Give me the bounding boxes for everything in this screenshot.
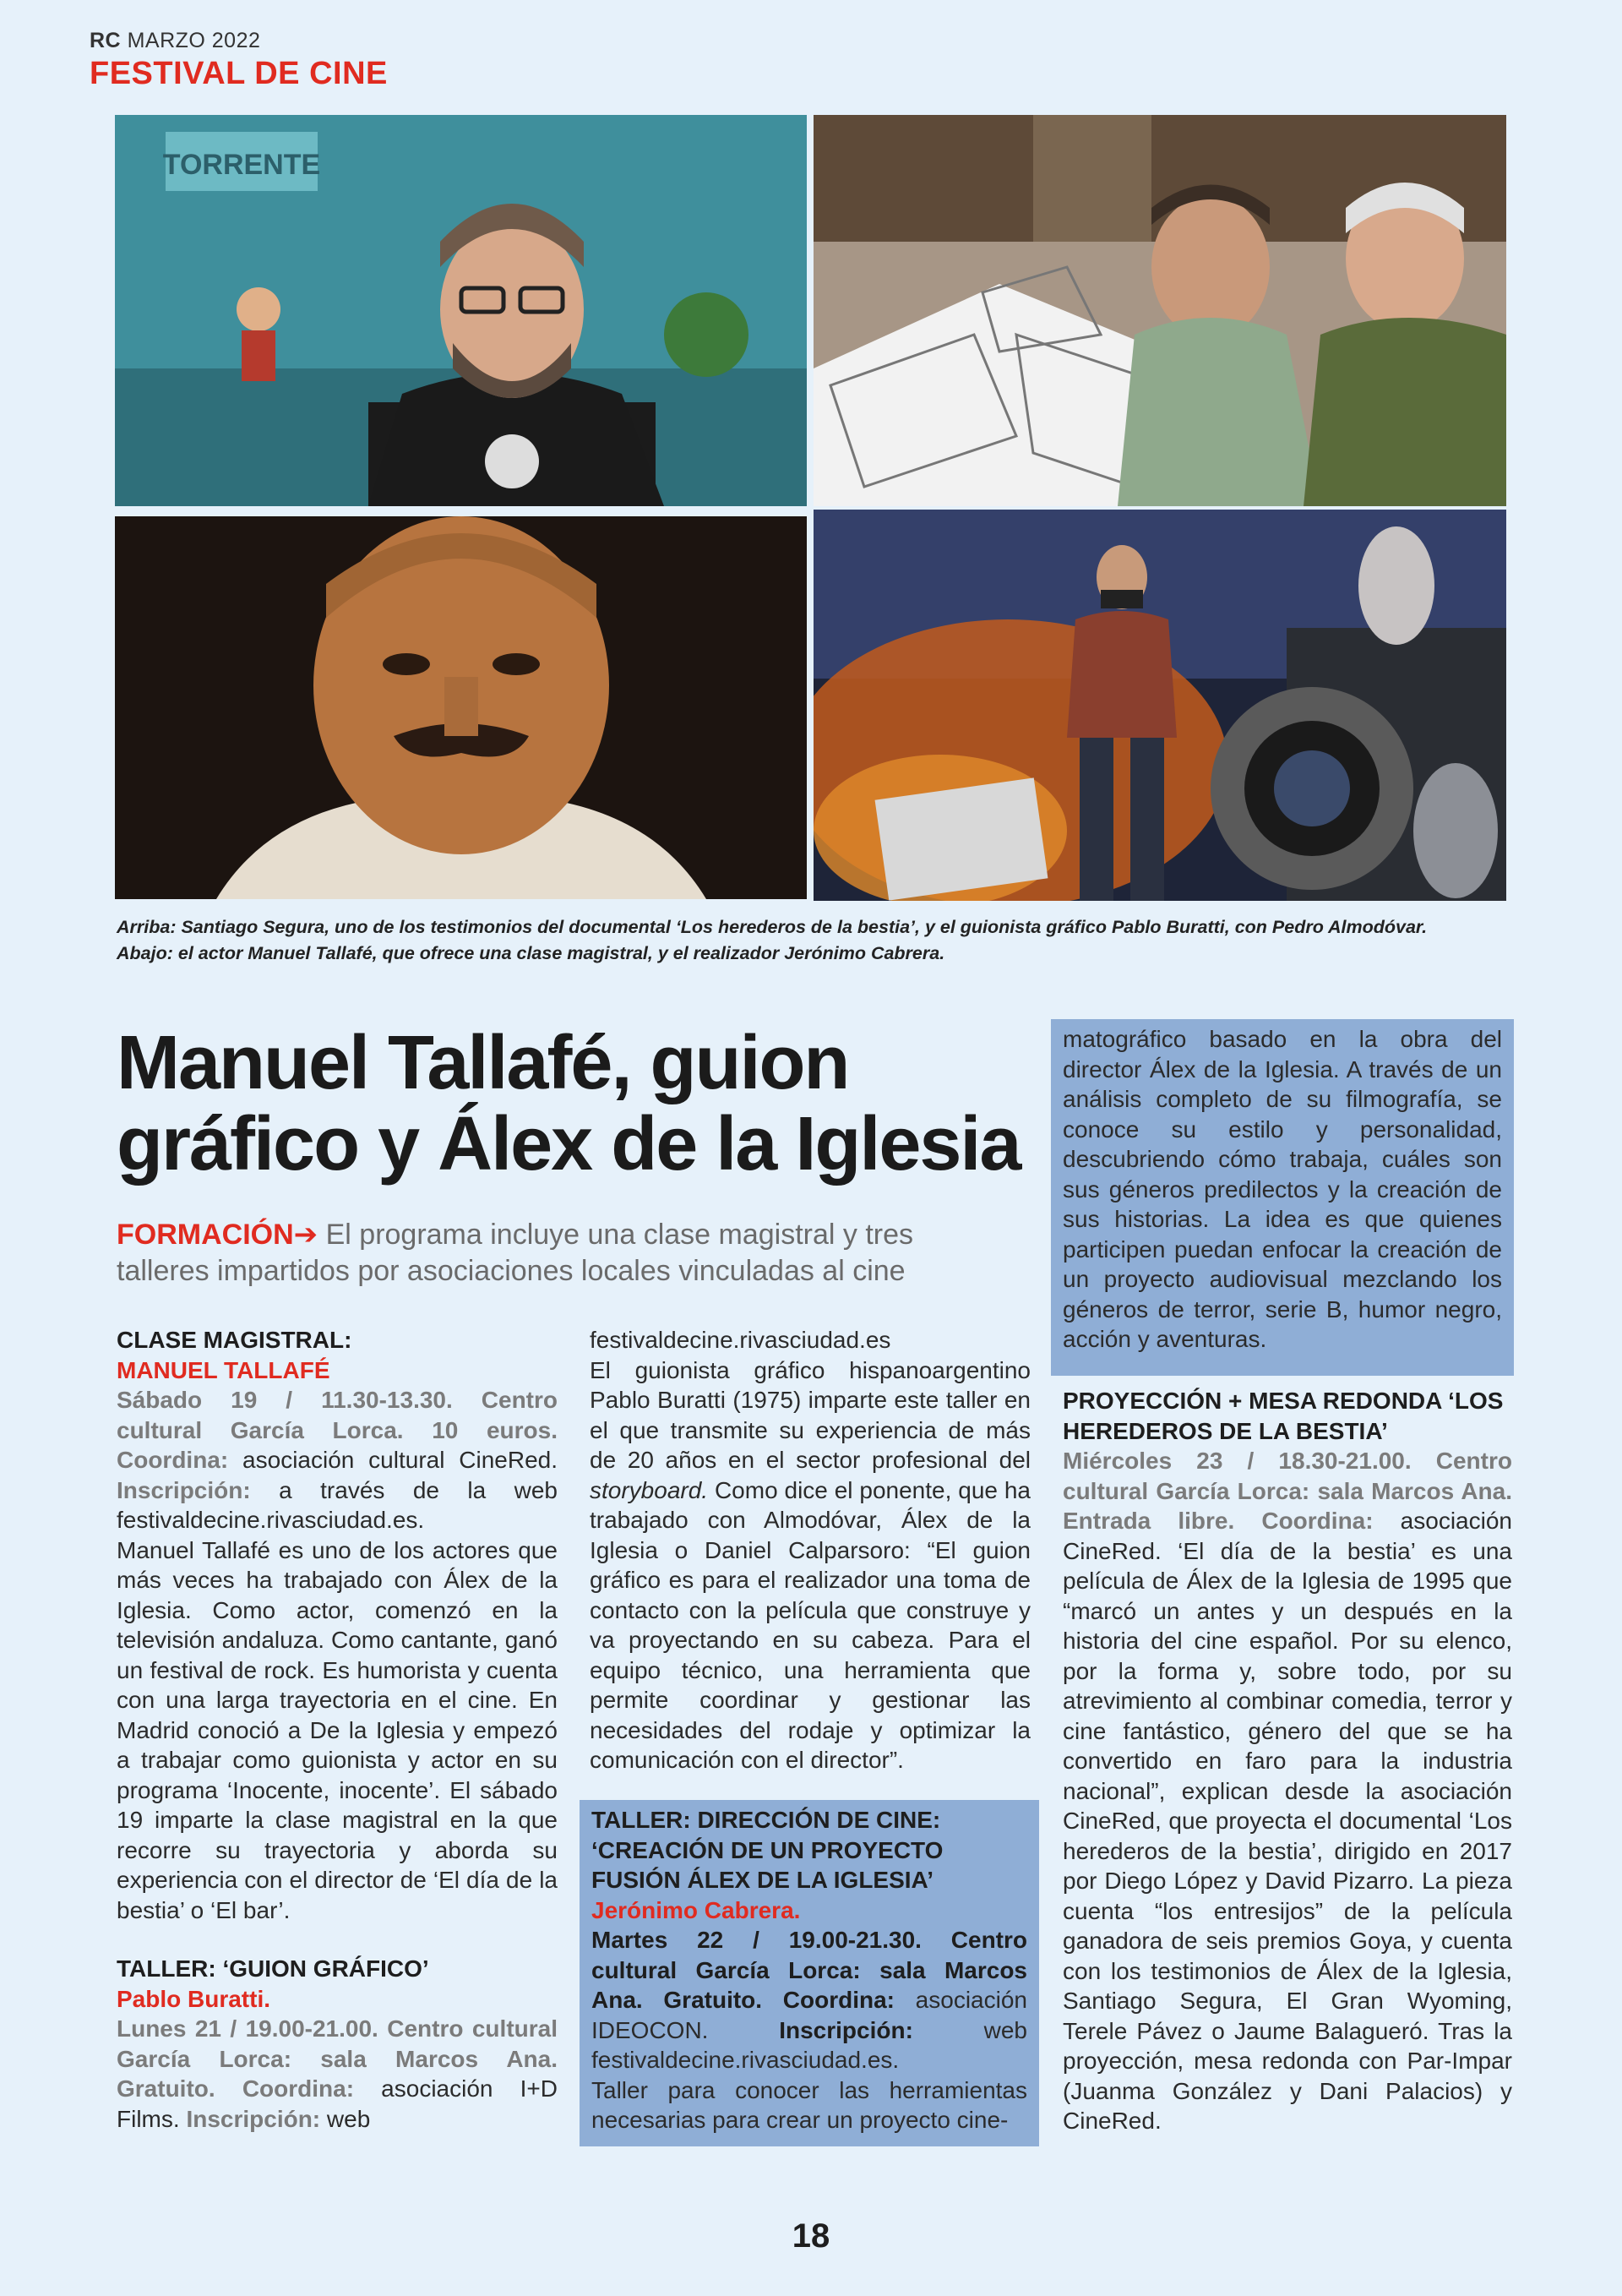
caption-line-2: Abajo: el actor Manuel Tallafé, que ofrece una clase magistral, y el realizador Jerónimo Cabrera.	[117, 943, 945, 963]
taller-direccion-insc-label: Inscripción:	[779, 2016, 913, 2043]
taller-body-em: storyboard.	[590, 1476, 709, 1503]
clase-details	[117, 1385, 558, 1535]
taller-heading: TALLER: ‘GUION GRÁFICO’	[117, 1955, 429, 1982]
taller-direccion-box	[580, 1800, 1039, 2146]
section-title: FESTIVAL DE CINE	[90, 56, 388, 91]
taller-direccion-body: Taller para conocer las herramientas necesarias para crear un proyecto cine-	[591, 2076, 1027, 2133]
column-2	[590, 1325, 1031, 1775]
issue-date: MARZO 2022	[127, 29, 261, 52]
taller-name: Pablo Buratti.	[117, 1985, 271, 2012]
taller-direccion-info: Martes 22 / 19.00-21.30. Centro cultural García Lorca: sala Marcos Ana. Gratuito. Coordina:	[591, 1927, 1027, 2013]
kicker: FORMACIÓN	[117, 1219, 294, 1251]
page-number: 18	[792, 2217, 830, 2255]
web-url: festivaldecine.rivasciudad.es	[590, 1327, 891, 1353]
column-1	[117, 1325, 558, 2134]
clase-insc: a través de la web festivaldecine.rivasciudad.es.	[117, 1476, 558, 1533]
kicker-arrow-icon: ➔	[293, 1219, 318, 1251]
clase-heading: CLASE MAGISTRAL:	[117, 1327, 352, 1353]
taller-insc-label: Inscripción:	[186, 2105, 321, 2132]
proyeccion-body-wrap	[1063, 1446, 1512, 2136]
photo-pablo-buratti-almodovar	[814, 115, 1506, 506]
taller-direccion-heading: TALLER: DIRECCIÓN DE CINE: ‘CREACIÓN DE UN PROYECTO FUSIÓN ÁLEX DE LA IGLESIA’	[591, 1807, 944, 1893]
taller-direccion-details	[591, 1925, 1027, 2075]
taller-direccion-coord: asociación IDEOCON.	[591, 1987, 1027, 2043]
caption-line-1: Arriba: Santiago Segura, uno de los testimonios del documental ‘Los herederos de la bestia’, y el guionista gráfico Pablo Buratti, con Pedro Almodóvar.	[117, 917, 1428, 937]
intro-text: El programa incluye una clase magistral y tres talleres impartidos por asociaciones locales vinculadas al cine	[117, 1219, 914, 1287]
taller-direccion-insc: web festivaldecine.rivasciudad.es.	[591, 2016, 1027, 2073]
taller-coord: asociación I+D Films.	[117, 2075, 558, 2132]
torrente-sign: TORRENTE	[162, 149, 321, 181]
headline	[117, 1023, 1046, 1185]
photo-manuel-tallafe	[115, 516, 807, 899]
proyeccion-section	[1063, 1386, 1512, 2136]
taller-direccion-name: Jerónimo Cabrera.	[591, 1896, 801, 1923]
intro	[117, 1217, 995, 1290]
photo-jeronimo-cabrera	[814, 510, 1506, 901]
clase-body: Manuel Tallafé es uno de los actores que más veces ha trabajado con Álex de la Iglesia. Como actor, comenzó en la televisión andaluza. Como cantante, ganó un festival de rock. Es humorista y cuenta con una larga trayectoria en el cine. En Madrid conoció a De la Iglesia y empezó a trabajar como guionista y actor en su programa ‘Inocente, inocente’. El sábado 19 imparte la clase magistral en la que recorre su trayectoria y aborda su experiencia con el director de ‘El día de la bestia’ o ‘El bar’.	[117, 1536, 558, 1923]
clase-name: MANUEL TALLAFÉ	[117, 1356, 330, 1383]
taller-info: Lunes 21 / 19.00-21.00. Centro cultural García Lorca: sala Marcos Ana. Gratuito. Coordina:	[117, 2015, 558, 2102]
taller-direccion-continued-box	[1051, 1019, 1514, 1376]
taller-body-b: Como dice el ponente, que ha trabajado con Almodóvar, Álex de la Iglesia o Daniel Calparsoro: “El guion gráfico es para el realizador una toma de contacto con la película que construye y va proyectando en su cabeza. Para el equipo técnico, una herramienta que permite coordinar y gestionar las necesidades del rodaje y optimizar la comunicación con el director”.	[590, 1476, 1031, 1773]
taller-direccion-content	[591, 1805, 1027, 2135]
photo-santiago-segura	[115, 115, 807, 506]
brand: RC	[90, 29, 122, 52]
proyeccion-info: Miércoles 23 / 18.30-21.00. Centro cultural García Lorca: sala Marcos Ana. Entrada libre. Coordina:	[1063, 1448, 1512, 1534]
photo-caption	[117, 914, 1519, 967]
taller-details	[117, 2014, 558, 2134]
proyeccion-heading: PROYECCIÓN + MESA REDONDA ‘LOS HEREDEROS DE LA BESTIA’	[1063, 1388, 1504, 1444]
taller-body	[590, 1355, 1031, 1775]
clase-insc-label: Inscripción:	[117, 1476, 251, 1503]
proyeccion-body: asociación CineRed. ‘El día de la bestia’ es una película de Álex de la Iglesia de 1995 que “marcó un antes y un después en la historia del cine español. Por su elenco, por la forma y, sobre todo, por su atrevimiento al combinar comedia, terror y cine fantástico, género del que se ha convertido en faro para la industria nacional”, explican desde la asociación CineRed, que proyecta el documental ‘Los herederos de la bestia’, dirigido en 2017 por Diego López y David Pizarro. La pieza cuenta “los entresijos” de la película ganadora de seis premios Goya, y cuenta con los testimonios de Álex de la Iglesia, Santiago Segura, El Gran Wyoming, Terele Pávez o Jaume Balagueró. Tras la proyección, mesa redonda con Par-Impar (Juanma González y Dani Palacios) y CineRed.	[1063, 1508, 1512, 2134]
clase-coord: asociación cultural CineRed.	[228, 1447, 558, 1473]
taller-insc: web	[320, 2105, 371, 2132]
clase-info: Sábado 19 / 11.30-13.30. Centro cultural García Lorca. 10 euros. Coordina:	[117, 1387, 558, 1473]
taller-direccion-continued: matográfico basado en la obra del director Álex de la Iglesia. A través de un análisis completo de su filmografía, se conoce su estilo y personalidad, descubriendo cómo trabaja, cuáles son sus géneros predilectos y la creación de sus historias. La idea es que quienes participen puedan enfocar la creación de un proyecto audiovisual mezclando los géneros de terror, serie B, humor negro, acción y aventuras.	[1063, 1026, 1502, 1352]
headline-line-2: gráfico y Álex de la Iglesia	[117, 1102, 1021, 1186]
issue-line	[90, 29, 260, 53]
headline-line-1: Manuel Tallafé, guion	[117, 1021, 849, 1105]
taller-body-a: El guionista gráfico hispanoargentino Pablo Buratti (1975) imparte este taller en el que transmite su experiencia de más de 20 años en el sector profesional del	[590, 1356, 1031, 1473]
